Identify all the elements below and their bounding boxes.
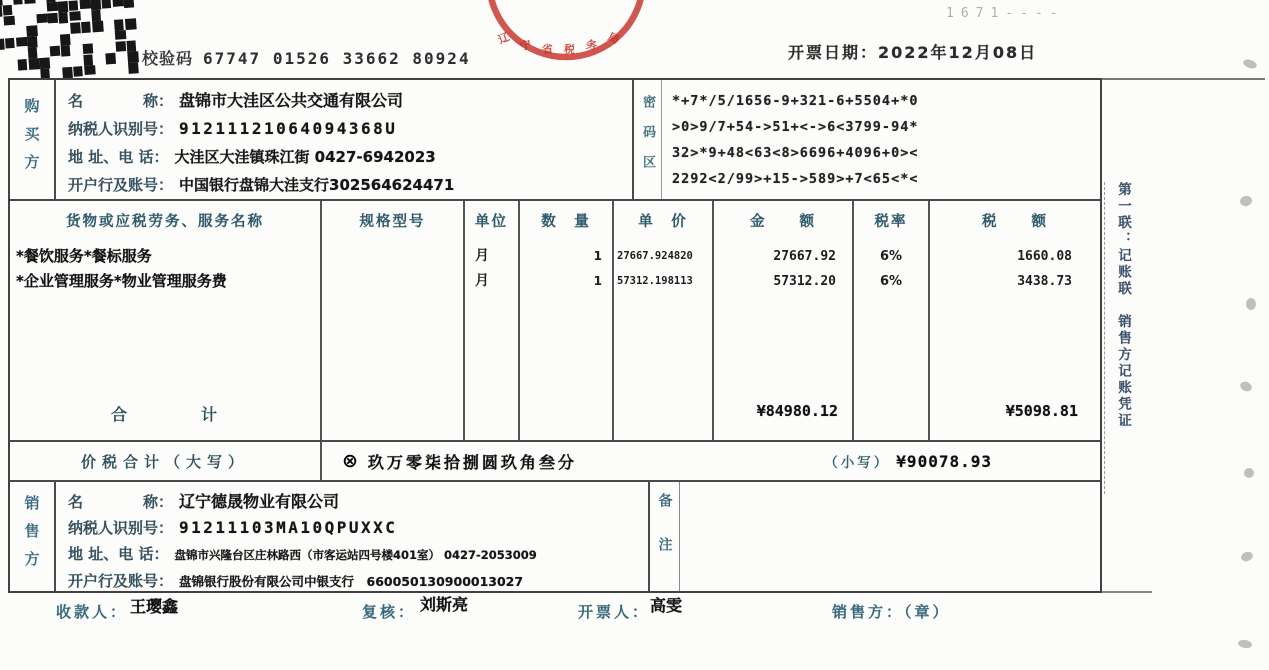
reviewer-name: 刘斯亮	[420, 595, 469, 614]
amount-figures-value: ¥90078.93	[896, 452, 992, 472]
item-row-unit: 月	[475, 273, 489, 289]
summary-values	[322, 450, 1100, 473]
seller-info	[56, 482, 648, 591]
scan-artifact	[1242, 58, 1258, 70]
header-unit-price: 单 价	[638, 214, 688, 230]
items-table	[10, 199, 1100, 440]
check-code	[142, 46, 471, 69]
seller-bank-line	[68, 568, 648, 595]
buyer-section-label-cell	[10, 80, 56, 199]
scan-artifact	[1246, 298, 1256, 310]
header-item-name: 货物或应税劳务、服务名称	[66, 214, 264, 230]
password-area-label: 密码区	[640, 94, 655, 185]
issue-date-value: 2022年12月08日	[878, 43, 1038, 62]
item-row-tax: 3438.73	[1017, 274, 1072, 289]
seller-name-value: 辽宁德晟物业有限公司	[179, 492, 340, 511]
total-label: 合 计	[110, 405, 219, 425]
seller-address-value: 盘锦市兴隆台区庄林路西（市客运站四号楼401室） 0427-2053009	[174, 548, 537, 562]
item-row-tax-rate: 6%	[879, 249, 903, 264]
item-row-unit: 月	[475, 248, 489, 264]
buyer-taxid-label: 纳税人识别号：	[68, 120, 174, 138]
item-row-name: *企业管理服务*物业管理服务费	[16, 272, 227, 290]
buyer-bank-line	[68, 171, 632, 199]
column-amount	[714, 201, 854, 440]
seller-address-line	[68, 541, 648, 568]
column-item-name	[10, 201, 322, 440]
item-row-name: *餐饮服务*餐标服务	[16, 247, 152, 265]
scan-artifact	[1237, 639, 1252, 649]
item-row-quantity: 1	[593, 274, 602, 288]
total-amount: ¥84980.12	[756, 402, 838, 421]
seller-stamp-label: 销售方：（章）	[832, 603, 951, 621]
buyer-bank-label: 开户行及账号：	[68, 176, 174, 194]
copy-designation-text: 第一联：记账联 销售方记账凭证	[1115, 182, 1131, 430]
total-tax: ¥5098.81	[1005, 402, 1078, 421]
header-tax: 税 额	[982, 214, 1048, 230]
invoice-form	[8, 78, 1102, 593]
check-code-value: 67747 01526 33662 80924	[203, 49, 471, 68]
column-tax	[930, 201, 1100, 440]
drawer-name: 高雯	[650, 596, 683, 615]
seller-bank-value: 盘锦银行股份有限公司中银支行 660050130900013027	[179, 574, 524, 589]
buyer-name-line	[68, 87, 632, 115]
item-row-tax: 1660.08	[1017, 249, 1072, 264]
header-spec: 规格型号	[359, 214, 426, 230]
bottom-border-extension	[1102, 591, 1152, 593]
seller-section	[10, 480, 1100, 591]
item-row-price: 57312.198113	[617, 275, 693, 287]
qr-code	[0, 0, 147, 87]
buyer-taxid-line	[68, 115, 632, 143]
column-spec	[322, 201, 465, 440]
column-unit-price	[614, 201, 714, 440]
header-amount: 金 额	[750, 214, 816, 230]
amount-in-figures-group	[824, 451, 992, 471]
seller-taxid-label: 纳税人识别号：	[68, 519, 174, 537]
copy-designation-strip	[1104, 182, 1141, 494]
amount-in-words: 玖万零柒拾捌圆玖角叁分	[367, 452, 577, 472]
item-row-amount: 57312.20	[773, 274, 836, 289]
buyer-section	[10, 80, 1100, 199]
summary-label: 价税合计（大写）	[10, 442, 322, 480]
item-row-tax-rate: 6%	[879, 274, 903, 289]
circled-x-icon: ⊗	[342, 450, 358, 473]
password-area-label-cell	[632, 80, 662, 199]
scan-artifact	[1239, 195, 1253, 208]
top-border-extension	[1102, 78, 1265, 80]
scan-artifact	[1239, 380, 1254, 393]
column-unit	[465, 201, 520, 440]
password-line: *+7*/5/1656-9+321-6+5504+*0	[672, 93, 919, 109]
scan-artifact	[1240, 550, 1254, 563]
check-code-label: 校验码	[142, 49, 194, 68]
seller-taxid-line	[68, 515, 648, 541]
seller-taxid-value: 91211103MA10QPUXXC	[179, 518, 398, 537]
amount-figures-label: （小写）	[824, 455, 891, 472]
item-names	[10, 240, 320, 394]
item-row-price: 27667.924820	[617, 250, 693, 262]
column-quantity	[520, 201, 614, 440]
summary-row	[10, 440, 1100, 480]
password-line: 2292<2/99>+15->589>+7<65<*<	[672, 171, 919, 187]
drawer-label: 开票人：	[578, 603, 651, 621]
issue-date-label: 开票日期：	[788, 43, 879, 62]
buyer-address-label: 地 址、电 话：	[68, 148, 169, 166]
header-quantity: 数 量	[541, 214, 591, 230]
buyer-address-line	[68, 143, 632, 171]
issue-date	[788, 40, 1037, 63]
remarks-label: 备注	[656, 492, 673, 581]
faint-serial-number: 1671----	[946, 6, 1065, 21]
buyer-section-label: 购买方	[22, 97, 41, 182]
buyer-address-value: 大洼区大洼镇珠江街 0427-6942023	[174, 148, 436, 166]
header-unit: 单位	[475, 214, 508, 230]
password-line: >0>9/7+54->51+<->6<3799-94*	[672, 119, 919, 135]
reviewer-label: 复核：	[362, 603, 417, 621]
scan-artifact	[1244, 468, 1254, 478]
item-row-quantity: 1	[593, 249, 602, 263]
remarks-area	[680, 482, 1100, 591]
seller-address-label: 地 址、电 话：	[68, 545, 169, 563]
buyer-name-value: 盘锦市大洼区公共交通有限公司	[179, 91, 404, 110]
remarks-label-cell	[648, 482, 680, 591]
buyer-name-label: 名 称：	[68, 92, 174, 110]
buyer-taxid-value: 91211121064094368U	[179, 119, 398, 138]
seller-bank-label: 开户行及账号：	[68, 572, 174, 590]
seller-name-label: 名 称：	[68, 493, 174, 511]
buyer-info	[56, 80, 632, 199]
password-area	[662, 80, 1100, 199]
seller-section-label-cell	[10, 482, 56, 591]
header-tax-rate: 税率	[874, 214, 908, 230]
payee-label: 收款人：	[56, 603, 129, 621]
password-line: 32>*9+48<63<8>6696+4096+0><	[672, 145, 919, 161]
payee-name: 王璎鑫	[130, 597, 179, 616]
seller-name-line	[68, 489, 648, 515]
buyer-bank-value: 中国银行盘锦大洼支行302564624471	[179, 176, 455, 194]
seller-section-label: 销售方	[22, 494, 41, 579]
item-row-amount: 27667.92	[773, 249, 836, 264]
column-tax-rate	[854, 201, 930, 440]
tax-bureau-stamp-text: 辽 宁 省 税 务 局	[496, 30, 621, 57]
